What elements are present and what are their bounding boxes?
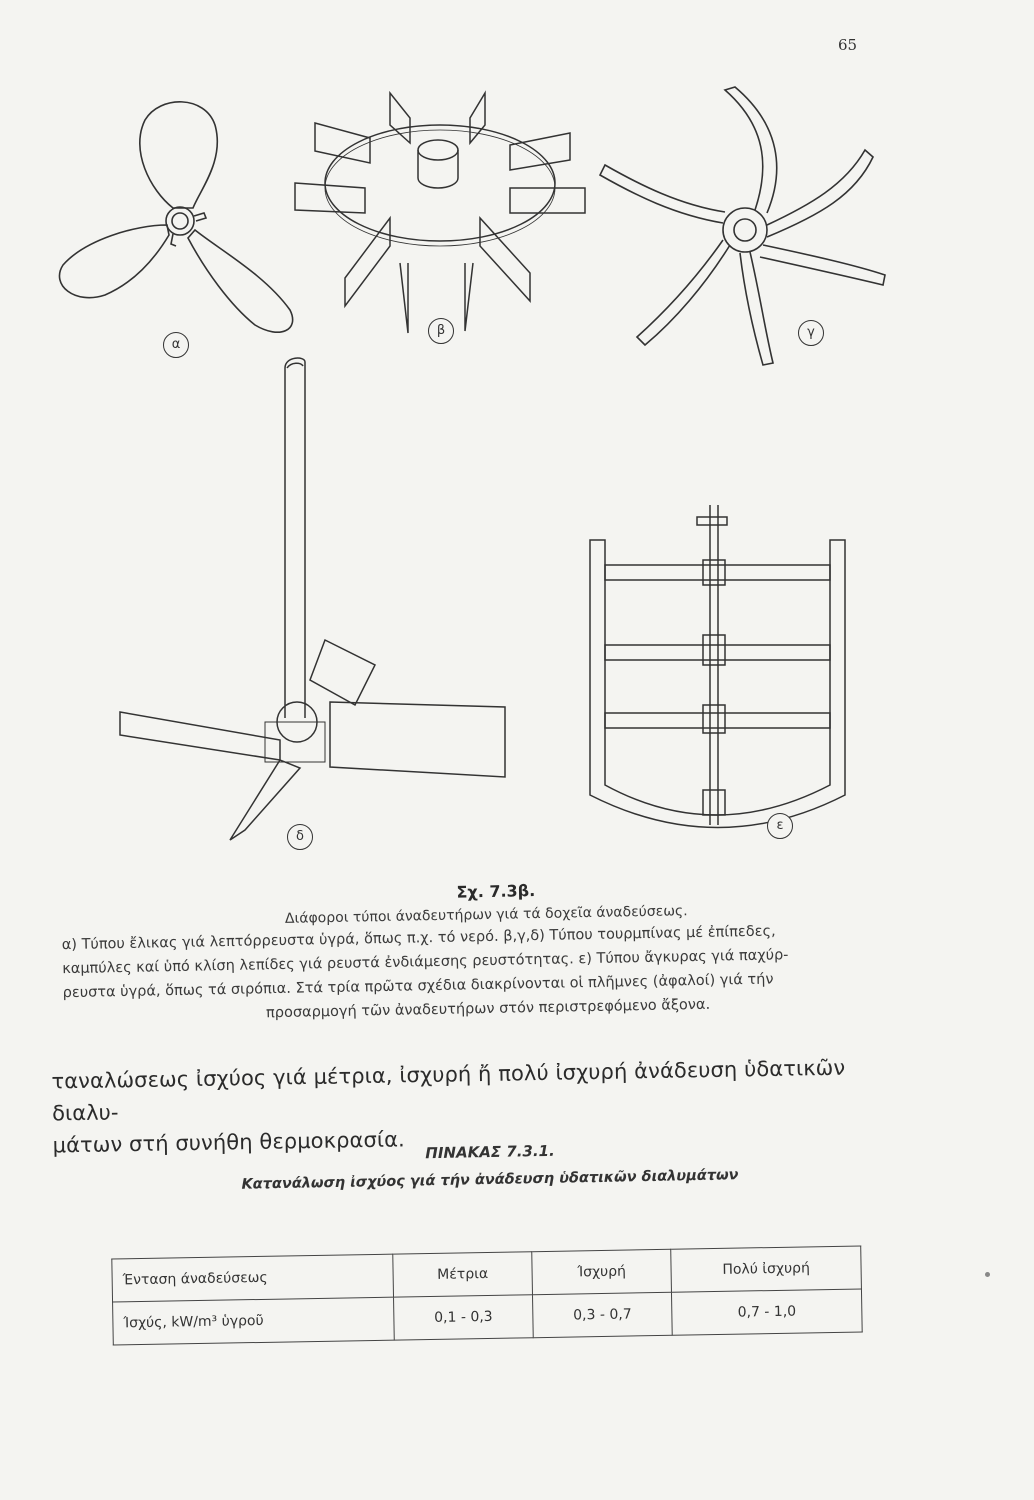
caption-line: ρευστα ὑγρά, ὅπως τά σιρόπια. Στά τρία πρῶτα σχέδια διακρίνονται οἱ πλῆμνες (ἀφαλοί) γιά τήν xyxy=(62,971,774,1002)
caption-line: α) Τύπου ἔλικας γιά λεπτόρρευστα ὑγρά, ὅπως π.χ. τό νερό. β,γ,δ) Τύπου τουρμπίνας μέ ἐπίπεδες, xyxy=(61,923,776,954)
caption-subtitle: Διάφοροι τύποι άναδευτήρων γιά τά δοχεῖα άναδεύσεως. xyxy=(284,903,688,927)
table-cell: Ίσχύς, kW/m³ ὑγροῦ xyxy=(113,1297,395,1345)
table-cell: 0,7 - 1,0 xyxy=(672,1289,863,1335)
propeller-drawing xyxy=(55,90,305,370)
figure-label-beta: β xyxy=(428,318,454,344)
caption-last-line: προσαρμογή τῶν ἀναδευτήρων στόν περιστρεφόμενο ἄξονα. xyxy=(265,996,711,1022)
scan-speck xyxy=(985,1272,990,1277)
anchor-drawing xyxy=(585,505,855,840)
table-cell: 0,3 - 0,7 xyxy=(533,1292,673,1337)
caption-line: καμπύλες καί ὑπό κλίση λεπίδες γιά ρευστά ἐνδιάμεσης ρευστότητας. ε) Τύπου ἄγκυρας γιά παχύρ- xyxy=(62,947,789,978)
power-consumption-table xyxy=(111,1245,862,1345)
figure-caption xyxy=(61,874,914,1029)
figure-epsilon-anchor xyxy=(585,505,855,840)
table-header-cell: Ίσχυρή xyxy=(532,1249,672,1294)
table-header-cell: Μέτρια xyxy=(393,1252,533,1297)
table-subtitle: Κατανάλωση ἰσχύος γιά τήν ἀνάδευση ὑδατικῶν διαλυμάτων xyxy=(241,1167,739,1193)
figure-alpha-propeller xyxy=(55,90,305,370)
figure-delta-pitched-turbine xyxy=(115,350,435,860)
caption-title: Σχ. 7.3β. xyxy=(456,881,536,902)
table-title: ΠΙΝΑΚΑΣ 7.3.1. xyxy=(425,1141,555,1163)
body-line: ταναλώσεως ἰσχύος γιά μέτρια, ἰσχυρή ἤ πολύ ἰσχυρή ἀνάδευση ὑδατικῶν διαλυ- xyxy=(51,1055,846,1126)
page-number: 65 xyxy=(838,36,858,54)
figure-label-alpha: α xyxy=(163,332,189,358)
body-line: μάτων στή συνήθη θερμοκρασία. xyxy=(52,1127,406,1158)
figure-label-epsilon: ε xyxy=(767,813,793,839)
pitched-turbine-drawing xyxy=(115,350,435,860)
figure-gamma-curved-turbine xyxy=(595,85,895,365)
caption-body xyxy=(62,917,914,1029)
curved-turbine-drawing xyxy=(595,85,895,365)
table-cell: 0,1 - 0,3 xyxy=(394,1295,534,1340)
table-header-cell: Πολύ ἰσχυρή xyxy=(671,1246,862,1292)
figure-label-delta: δ xyxy=(287,824,313,850)
figure-beta-flat-turbine xyxy=(290,88,590,368)
figure-label-gamma: γ xyxy=(798,320,824,346)
table-header-cell: Ένταση άναδεύσεως xyxy=(112,1254,394,1302)
